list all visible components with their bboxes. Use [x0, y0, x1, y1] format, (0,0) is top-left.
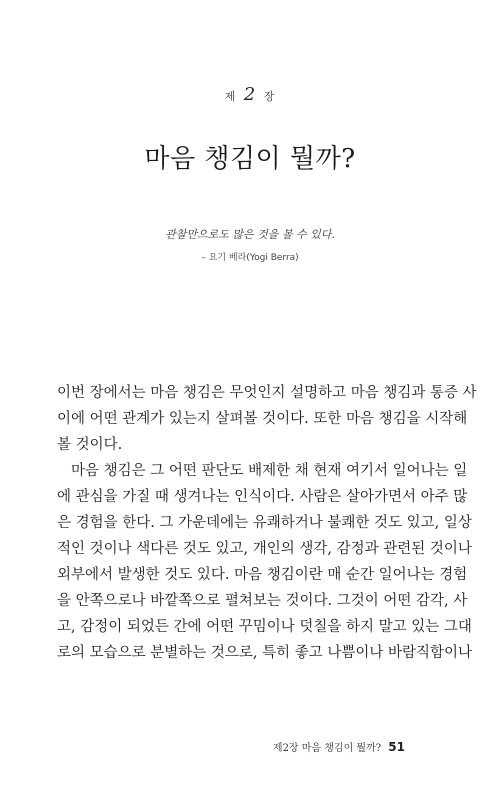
epigraph-quote: 관찰만으로도 많은 것을 볼 수 있다. — [165, 228, 335, 241]
page-footer — [273, 739, 405, 754]
chapter-prefix: 제 — [224, 90, 237, 103]
body-line: 적인 것이나 색다른 것도 있고, 개인의 생각, 감정과 관련된 것이나 — [57, 541, 472, 557]
chapter-number: 2 — [243, 84, 257, 105]
running-head: 제2장 마음 챙김이 뭘까? — [272, 743, 382, 754]
body-text — [57, 380, 477, 666]
page-number: 51 — [388, 740, 405, 754]
chapter-suffix: 장 — [263, 90, 276, 103]
epigraph-source: – 요기 베라(Yogi Berra) — [201, 253, 299, 263]
body-line: 을 안쪽으로나 바깥쪽으로 펼쳐보는 것이다. 그것이 어떤 감각, 사 — [57, 593, 468, 609]
body-line: 외부에서 발생한 것도 있다. 마음 챙김이란 매 순간 일어나는 경험 — [57, 567, 468, 583]
chapter-title: 마음 챙김이 뭘까? — [144, 144, 356, 174]
chapter-label — [0, 84, 500, 105]
body-line: 로의 모습으로 분별하는 것으로, 특히 좋고 나쁨이나 바람직함이나 — [57, 645, 473, 661]
body-line: 마음 챙김은 그 어떤 판단도 배제한 채 현재 여기서 일어나는 일 — [71, 463, 468, 479]
body-line: 이에 어떤 관계가 있는지 살펴볼 것이다. 또한 마음 챙김을 시작해 — [57, 411, 468, 427]
body-line: 에 관심을 가질 때 생겨나는 인식이다. 사람은 살아가면서 아주 많 — [57, 489, 468, 505]
body-line: 은 경험을 한다. 그 가운데에는 유쾌하거나 불쾌한 것도 있고, 일상 — [57, 515, 472, 531]
body-line: 이번 장에서는 마음 챙김은 무엇인지 설명하고 마음 챙김과 통증 사 — [57, 385, 477, 401]
body-line: 볼 것이다. — [57, 437, 123, 453]
body-line: 고, 감정이 되었든 간에 어떤 꾸밈이나 덧칠을 하지 말고 있는 그대 — [57, 619, 472, 635]
